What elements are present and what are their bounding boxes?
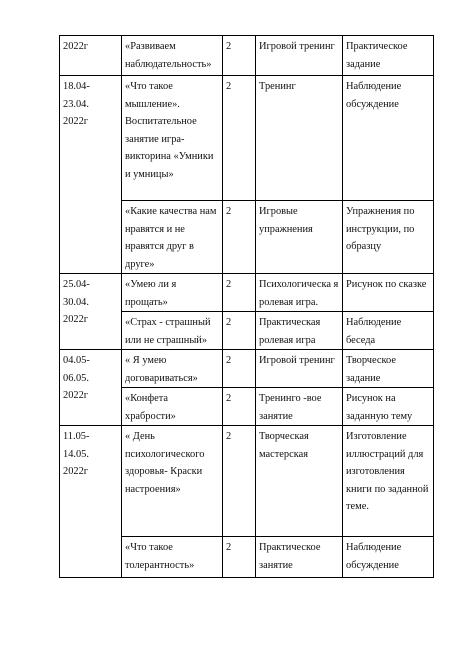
- control-cell: Рисунок по сказке: [343, 274, 434, 312]
- form-cell: Игровые упражнения: [256, 201, 343, 274]
- hours-cell: 2: [223, 201, 256, 274]
- form-cell: Игровой тренинг: [256, 350, 343, 388]
- table-row: [60, 76, 434, 201]
- hours-cell: 2: [223, 36, 256, 76]
- table-row: [60, 36, 434, 76]
- table-row: [60, 274, 434, 312]
- topic-cell: «Что такое толерантность»: [122, 537, 223, 578]
- hours-cell: 2: [223, 312, 256, 350]
- schedule-table: [59, 35, 434, 578]
- control-cell: Рисунок на заданную тему: [343, 388, 434, 426]
- control-cell: Наблюдение обсуждение: [343, 76, 434, 201]
- control-cell: Изготовление иллюстраций для изготовления книги по заданной теме.: [343, 426, 434, 537]
- form-cell: Творческая мастерская: [256, 426, 343, 537]
- date-cell: 25.04- 30.04. 2022г: [60, 274, 122, 350]
- hours-cell: 2: [223, 388, 256, 426]
- hours-cell: 2: [223, 350, 256, 388]
- hours-cell: 2: [223, 274, 256, 312]
- form-cell: Практическое занятие: [256, 537, 343, 578]
- topic-cell: «Что такое мышление». Воспитательное занятие игра-викторина «Умники и умницы»: [122, 76, 223, 201]
- date-cell: 2022г: [60, 36, 122, 76]
- control-cell: Творческое задание: [343, 350, 434, 388]
- form-cell: Тренинг: [256, 76, 343, 201]
- topic-cell: « День психологического здоровья- Краски настроения»: [122, 426, 223, 537]
- form-cell: Практическая ролевая игра: [256, 312, 343, 350]
- control-cell: Наблюдение обсуждение: [343, 537, 434, 578]
- form-cell: Тренинго -вое занятие: [256, 388, 343, 426]
- hours-cell: 2: [223, 537, 256, 578]
- form-cell: Игровой тренинг: [256, 36, 343, 76]
- date-cell: 11.05- 14.05. 2022г: [60, 426, 122, 578]
- control-cell: Практическое задание: [343, 36, 434, 76]
- topic-cell: «Умею ли я прощать»: [122, 274, 223, 312]
- topic-cell: «Страх - страшный или не страшный»: [122, 312, 223, 350]
- topic-cell: «Конфета храбрости»: [122, 388, 223, 426]
- table-row: [60, 350, 434, 388]
- topic-cell: «Какие качества нам нравятся и не нравятся друг в друге»: [122, 201, 223, 274]
- control-cell: Наблюдение беседа: [343, 312, 434, 350]
- control-cell: Упражнения по инструкции, по образцу: [343, 201, 434, 274]
- table-row: [60, 426, 434, 537]
- hours-cell: 2: [223, 426, 256, 537]
- date-cell: 04.05- 06.05. 2022г: [60, 350, 122, 426]
- form-cell: Психологическа я ролевая игра.: [256, 274, 343, 312]
- topic-cell: «Развиваем наблюдательность»: [122, 36, 223, 76]
- hours-cell: 2: [223, 76, 256, 201]
- date-cell: 18.04- 23.04. 2022г: [60, 76, 122, 274]
- topic-cell: « Я умею договариваться»: [122, 350, 223, 388]
